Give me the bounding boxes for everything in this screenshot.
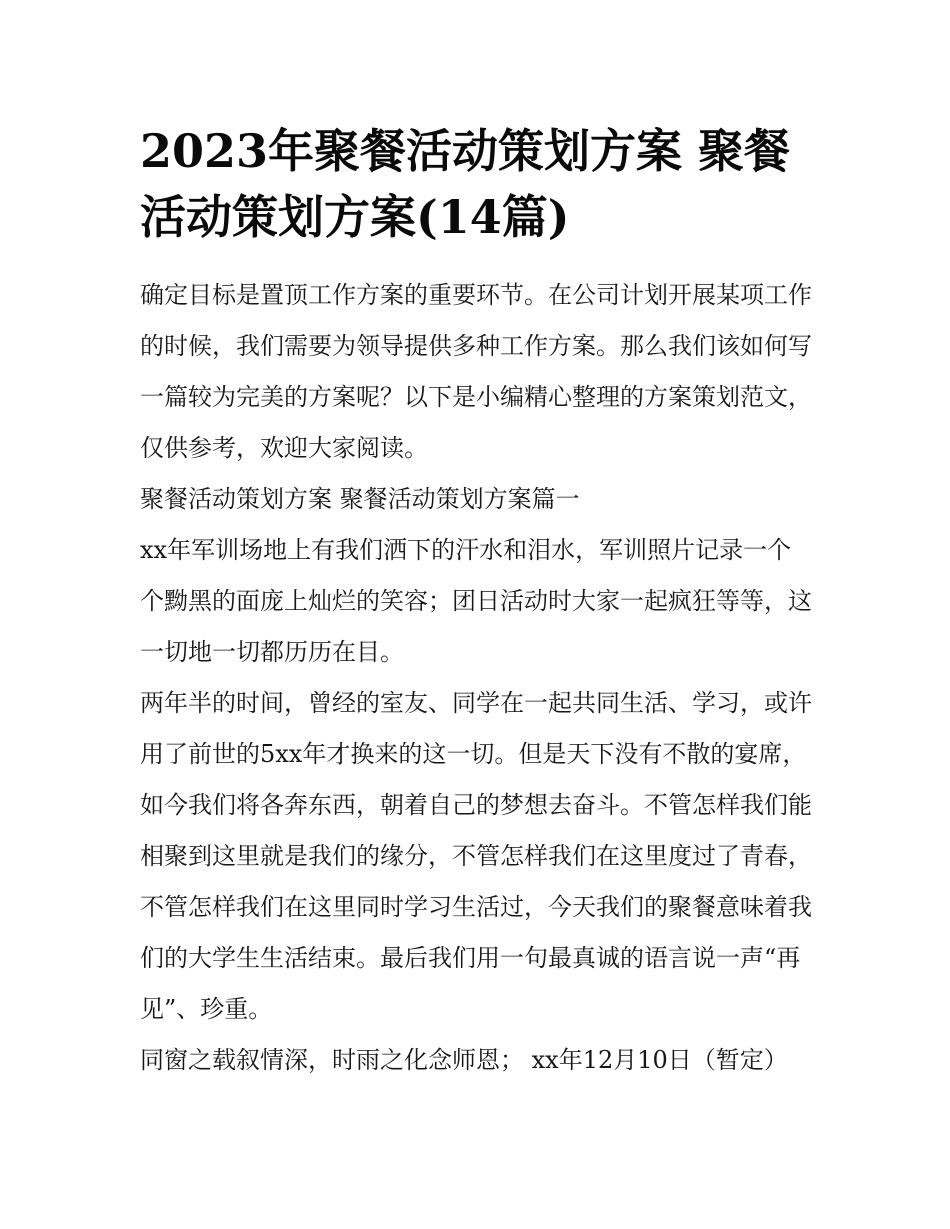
section-heading: 聚餐活动策划方案 聚餐活动策划方案篇一	[140, 485, 580, 513]
document-body	[140, 270, 812, 1086]
document-title: 2023年聚餐活动策划方案 聚餐活动策划方案(14篇)	[140, 124, 791, 244]
body-paragraph: 两年半的时间，曾经的室友、同学在一起共同生活、学习，或许用了前世的5xx年才换来的这一切。但是天下没有不散的宴席，如今我们将各奔东西，朝着自己的梦想去奋斗。不管怎样我们能相聚到这里就是我们的缘分，不管怎样我们在这里度过了青春，不管怎样我们在这里同时学习生活过，今天我们的聚餐意味着我们的大学生生活结束。最后我们用一句最真诚的语言说一声“再见”、珍重。	[140, 689, 812, 1023]
body-paragraph: xx年军训场地上有我们洒下的汗水和泪水，军训照片记录一个个黝黑的面庞上灿烂的笑容；团日活动时大家一起疯狂等等，这一切地一切都历历在目。	[140, 536, 812, 666]
intro-paragraph: 确定目标是置顶工作方案的重要环节。在公司计划开展某项工作的时候，我们需要为领导提供多种工作方案。那么我们该如何写一篇较为完美的方案呢？以下是小编精心整理的方案策划范文，仅供参考，欢迎大家阅读。	[140, 281, 812, 462]
body-paragraph: 同窗之载叙情深，时雨之化念师恩； xx年12月10日（暂定）	[140, 1046, 788, 1074]
document-page	[140, 118, 812, 1086]
